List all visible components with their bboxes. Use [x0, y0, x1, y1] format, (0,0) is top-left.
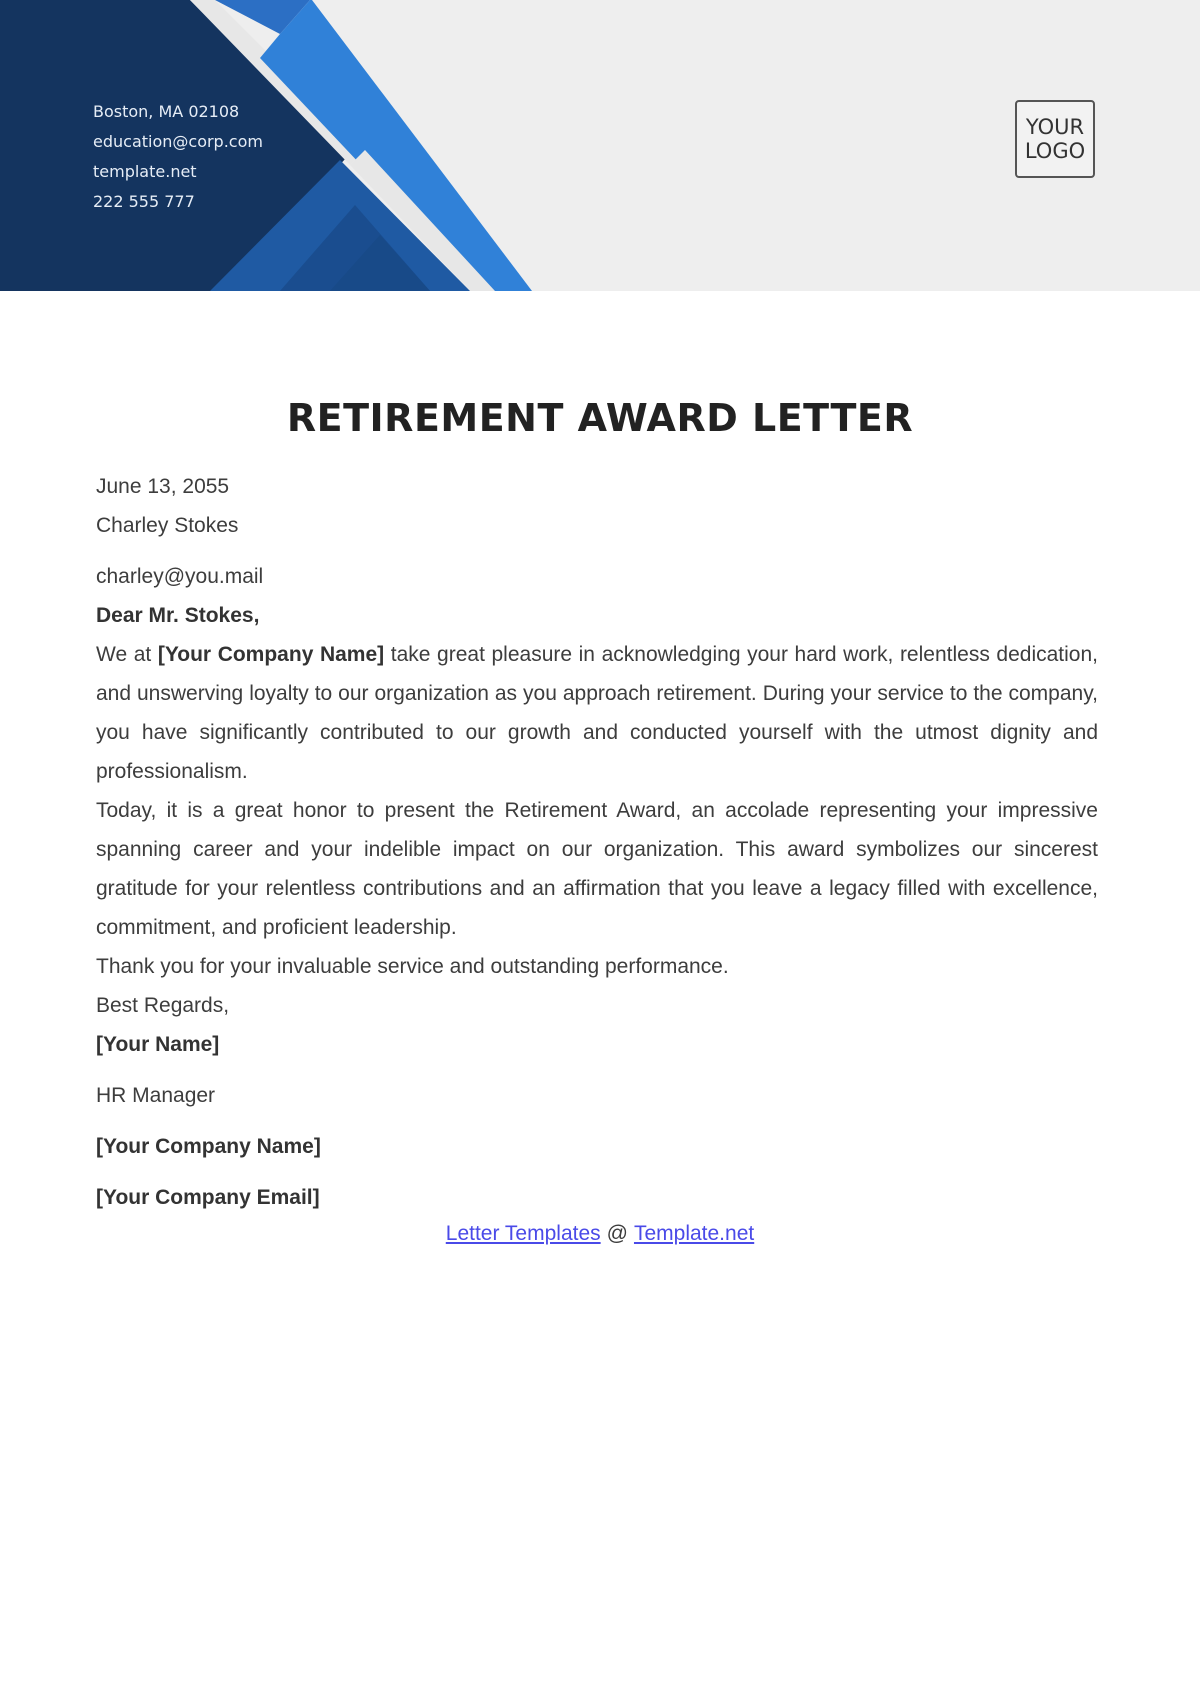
- paragraph-1: [96, 635, 1098, 791]
- closing: Best Regards,: [96, 994, 230, 1017]
- salutation: Dear Mr. Stokes,: [96, 604, 260, 627]
- letter-body: [96, 467, 1098, 1217]
- page-title: RETIREMENT AWARD LETTER: [286, 396, 914, 440]
- paragraph-1-text: take great pleasure in acknowledging your hard work, relentless dedication, and unswerving loyalty to our organization as you approach retirement. During your service to the company, you have significantly contributed to our growth and conducted yourself with the utmost dignity and professionalism.: [96, 643, 1098, 783]
- contact-phone: 222 555 777: [93, 192, 195, 211]
- contact-address: Boston, MA 02108: [93, 102, 240, 121]
- sender-title: HR Manager: [96, 1084, 216, 1107]
- letter-templates-link[interactable]: Letter Templates: [445, 1222, 601, 1245]
- sender-name: [Your Name]: [96, 1033, 220, 1056]
- contact-email: education@corp.com: [93, 132, 263, 151]
- letter-date: June 13, 2055: [96, 475, 230, 498]
- recipient-email: charley@you.mail: [96, 565, 264, 588]
- letterhead-banner: [0, 0, 1200, 291]
- logo-placeholder: YOUR LOGO: [1015, 100, 1095, 178]
- company-name-placeholder: [Your Company Name]: [157, 643, 385, 666]
- footer-links: [0, 1222, 1200, 1246]
- sender-company: [Your Company Name]: [96, 1135, 321, 1158]
- contact-info: [93, 97, 263, 217]
- paragraph-3: Thank you for your invaluable service and outstanding performance.: [96, 955, 729, 978]
- recipient-name: Charley Stokes: [96, 514, 239, 537]
- contact-website: template.net: [93, 162, 197, 181]
- footer-separator: @: [606, 1222, 628, 1245]
- sender-email: [Your Company Email]: [96, 1186, 320, 1209]
- paragraph-2: Today, it is a great honor to present the Retirement Award, an accolade representing your impressive spanning career and your indelible impact on our organization. This award symbolizes our sincerest gratitude for your relentless contributions and an affirmation that you leave a legacy filled with excellence, commitment, and proficient leadership.: [96, 799, 1098, 939]
- template-net-link[interactable]: Template.net: [633, 1222, 755, 1245]
- paragraph-1-prefix: We at: [96, 643, 158, 666]
